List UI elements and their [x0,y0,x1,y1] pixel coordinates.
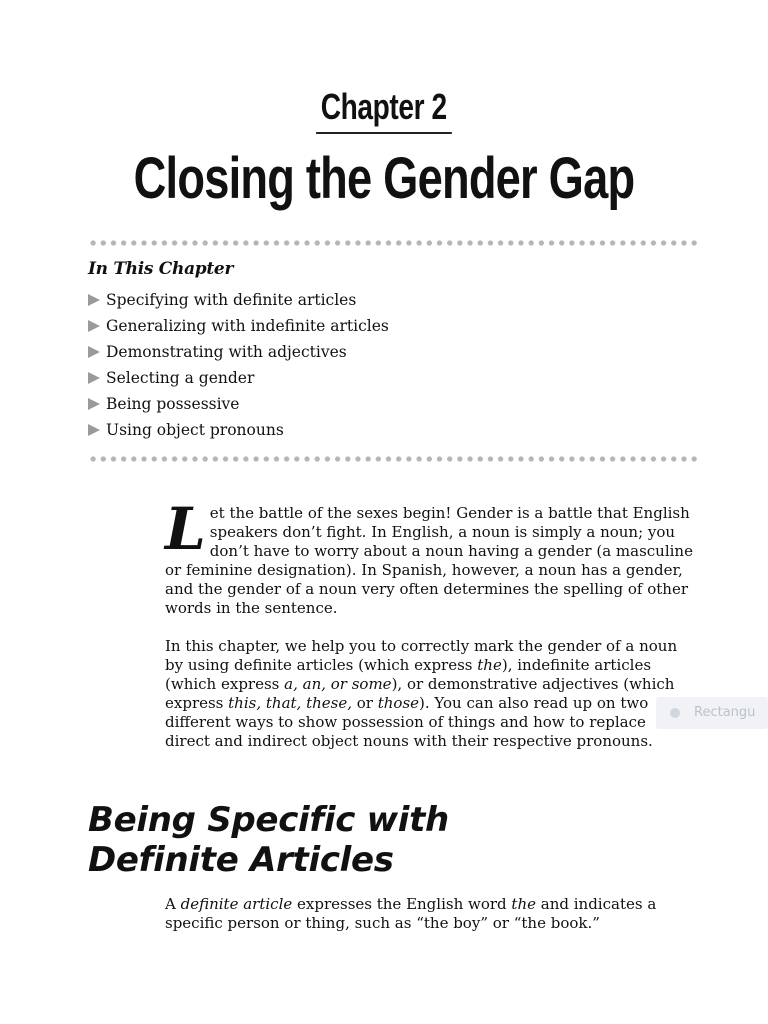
intro-paragraph-1: Let the battle of the sexes begin! Gender is a battle that English speakers don’t fight. In English, a noun is simply a noun; you don’t have to worry about a noun having a gender (a masculine or feminine designation). In Spanish, however, a noun has a gender, and the gender of a noun very often determines the spelling of other words in the sentence. [165,495,693,617]
list-item: Demonstrating with adjectives [88,339,389,365]
list-item: Generalizing with indefinite articles [88,313,389,339]
triangle-bullet-icon [88,372,100,384]
overlay-label: Rectangu [694,705,756,720]
triangle-bullet-icon [88,424,100,436]
intro-paragraph-2: In this chapter, we help you to correctly mark the gender of a noun by using definite articles (which express the), indefinite articles (which express a, an, or some), or demonstrative adjectives (which express this, that, these, or those). You can also read up on two different ways to show possession of things and how to replace direct and indirect object nouns with their respective pronouns. [165,637,678,750]
list-item: Selecting a gender [88,365,389,391]
drop-cap: L [165,495,206,563]
dotted-divider-bottom [88,455,698,463]
chapter-topics-list [88,287,389,443]
triangle-bullet-icon [88,346,100,358]
triangle-bullet-icon [88,294,100,306]
rectangle-tool-overlay[interactable] [656,697,768,729]
chapter-label [0,86,768,134]
list-item: Using object pronouns [88,417,389,443]
circle-icon [670,708,680,718]
in-this-chapter-heading: In This Chapter [88,259,234,279]
chapter-title: Closing the Gender Gap [133,146,635,211]
list-item: Specifying with definite articles [88,287,389,313]
triangle-bullet-icon [88,320,100,332]
list-item: Being possessive [88,391,389,417]
chapter-number: Chapter 2 [316,86,451,134]
dotted-divider-top [88,239,698,247]
section-heading: Being Specific with Definite Articles [88,800,449,880]
triangle-bullet-icon [88,398,100,410]
definite-article-paragraph: A definite article expresses the English word the and indicates a specific person or thing, such as “the boy” or “the book.” [165,895,657,932]
